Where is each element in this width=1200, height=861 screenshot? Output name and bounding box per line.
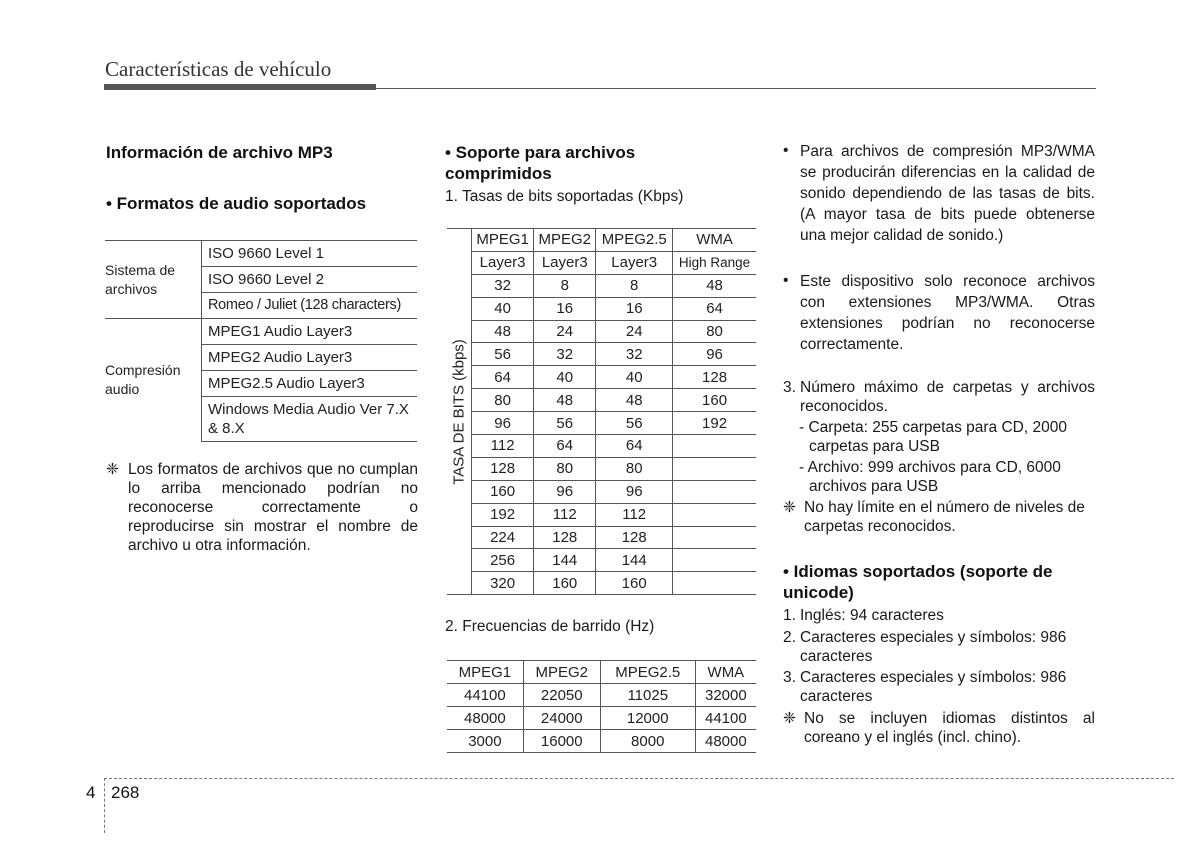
table-row [105,241,417,267]
folder-levels-note [783,498,1095,536]
note-text: No hay límite en el número de niveles de carpetas reconocidos. [804,499,1085,535]
note-symbol: ❈ [106,461,119,478]
table-cell [673,572,756,595]
table-row [447,297,756,320]
note-symbol: ❈ [783,710,796,727]
table-cell: 64 [673,297,756,320]
table-cell: Layer3 [534,251,596,274]
table-cell: 24 [534,320,596,343]
table-cell: 80 [472,389,534,412]
table-cell: 96 [596,480,673,503]
format-category: Compresión audio [105,319,202,442]
table-cell: MPEG1 [472,229,534,252]
table-cell: Layer3 [472,251,534,274]
table-cell: 32 [534,343,596,366]
format-value: MPEG1 Audio Layer3 [202,319,418,345]
table-cell: 32000 [695,684,756,707]
table-cell: 16 [596,297,673,320]
mp3-info-heading: Información de archivo MP3 [106,143,333,162]
table-cell: 160 [534,572,596,595]
languages-note [783,709,1095,747]
table-cell: 16000 [523,730,600,753]
table-cell: Layer3 [596,251,673,274]
table-cell: 64 [534,435,596,458]
format-value: Windows Media Audio Ver 7.X & 8.X [202,397,418,442]
table-cell: 22050 [523,684,600,707]
table-cell: MPEG1 [447,661,523,684]
table-cell: 80 [534,457,596,480]
item-text: Caracteres especiales y símbolos: 986 caracteres [800,669,1067,705]
table-cell: 128 [534,526,596,549]
table-cell: 112 [596,503,673,526]
item-text: Número máximo de carpetas y archivos reconocidos. [800,379,1095,415]
page-header-title: Características de vehículo [105,57,332,81]
table-cell: 224 [472,526,534,549]
format-category: Sistema de archivos [105,241,202,319]
table-cell: 3000 [447,730,523,753]
table-cell: 144 [534,549,596,572]
format-value: ISO 9660 Level 2 [202,267,418,293]
table-cell: 96 [534,480,596,503]
table-cell: 80 [596,457,673,480]
table-cell: 44100 [447,684,523,707]
file-limit: - Archivo: 999 archivos para CD, 6000 archivos para USB [799,459,1061,495]
table-cell: MPEG2 [523,661,600,684]
table-cell: 192 [673,412,756,435]
table-cell: 112 [472,435,534,458]
table-cell: 160 [596,572,673,595]
table-cell: WMA [695,661,756,684]
table-row [447,274,756,297]
table-cell: 40 [534,366,596,389]
table-cell: 144 [596,549,673,572]
table-cell: 320 [472,572,534,595]
table-row [447,251,756,274]
item-number: 1. [783,607,796,624]
table-cell: 192 [472,503,534,526]
table-row [447,684,756,707]
table-cell: 11025 [600,684,695,707]
bitrate-side-cell [447,229,472,595]
table-row [447,389,756,412]
table-row [447,503,756,526]
table-cell: 128 [673,366,756,389]
extensions-bullet [783,271,1095,355]
table-cell: 112 [534,503,596,526]
table-cell: 160 [673,389,756,412]
note-symbol: ❈ [783,499,796,516]
table-cell: 32 [596,343,673,366]
item-text: Caracteres especiales y símbolos: 986 caracteres [800,629,1067,665]
table-cell: 32 [472,274,534,297]
folder-limit: - Carpeta: 255 carpetas para CD, 2000 carpetas para USB [799,419,1067,455]
bullet-dot: • [783,272,789,289]
table-cell: 48000 [447,707,523,730]
frequency-caption: 2. Frecuencias de barrido (Hz) [445,618,655,635]
table-cell: 256 [472,549,534,572]
table-row [447,572,756,595]
frequency-table [447,660,756,753]
table-cell: 96 [673,343,756,366]
table-cell: 8000 [600,730,695,753]
table-row [447,457,756,480]
footer-rule [104,778,1174,779]
item-number: 2. [783,629,796,646]
bitrate-axis-label: TASA DE BITS (kbps) [450,338,468,485]
table-cell: 16 [534,297,596,320]
item-number: 3. [783,669,796,686]
table-row [447,320,756,343]
table-cell: 80 [673,320,756,343]
table-row [447,366,756,389]
table-row [447,661,756,684]
table-row [447,412,756,435]
table-cell: 12000 [600,707,695,730]
format-value: Romeo / Juliet (128 characters) [202,293,418,319]
table-cell: WMA [673,229,756,252]
table-cell: 48 [534,389,596,412]
table-cell [673,480,756,503]
table-row [447,730,756,753]
bitrate-caption: 1. Tasas de bits soportadas (Kbps) [445,188,684,205]
table-row [447,480,756,503]
table-cell: 48 [472,320,534,343]
table-cell: 64 [596,435,673,458]
format-value: ISO 9660 Level 1 [202,241,418,267]
table-cell: 64 [472,366,534,389]
table-cell: 56 [596,412,673,435]
table-cell: 48 [673,274,756,297]
format-value: MPEG2 Audio Layer3 [202,345,418,371]
table-row [447,229,756,252]
table-cell: MPEG2.5 [600,661,695,684]
formats-note-text: Los formatos de archivos que no cumplan lo arriba mencionado podrían no reconocerse correctamente o reproducirse sin mostrar el nombre de archivo u otra información. [128,461,418,554]
table-row [447,435,756,458]
table-cell [673,526,756,549]
bitrate-quality-bullet [783,141,1095,246]
chapter-number: 4 [86,783,96,802]
table-cell: 40 [596,366,673,389]
table-cell: 8 [596,274,673,297]
format-value: MPEG2.5 Audio Layer3 [202,371,418,397]
table-cell: High Range [673,251,756,274]
language-item [783,606,1095,626]
table-row [447,526,756,549]
languages-heading: • Idiomas soportados (soporte de unicode) [783,562,1053,602]
bitrate-table [447,228,756,595]
table-cell: 56 [534,412,596,435]
bullet-dot: • [783,142,789,159]
table-cell: MPEG2 [534,229,596,252]
header-rule [104,88,1096,89]
formats-note [106,460,418,555]
table-cell: 8 [534,274,596,297]
table-cell: 24000 [523,707,600,730]
table-row [447,343,756,366]
table-row [447,707,756,730]
format-table [105,240,417,442]
table-cell: 40 [472,297,534,320]
footer-side-rule [104,778,105,833]
table-cell: 160 [472,480,534,503]
note-text: No se incluyen idiomas distintos al coreano y el inglés (incl. chino). [804,710,1095,746]
table-cell [673,549,756,572]
header-rule-accent [104,84,376,90]
audio-formats-heading: • Formatos de audio soportados [106,194,367,213]
table-cell: 48000 [695,730,756,753]
table-cell [673,503,756,526]
language-item [783,628,1095,666]
table-cell: 24 [596,320,673,343]
page-number: 268 [111,783,140,802]
bullet-text: Este dispositivo solo reconoce archivos con extensiones MP3/WMA. Otras extensiones podrían no reconocerse correctamente. [800,273,1095,353]
table-cell: 96 [472,412,534,435]
language-item [783,668,1095,706]
item-text: Inglés: 94 caracteres [800,607,944,624]
item-number: 3. [783,379,796,396]
table-cell: 56 [472,343,534,366]
table-row [447,549,756,572]
max-folders-item [783,378,1095,416]
bullet-text: Para archivos de compresión MP3/WMA se producirán diferencias en la calidad de sonido dependiendo de las tasas de bits. (A mayor tasa de bits puede obtenerse una mejor calidad de sonido.) [800,143,1095,244]
table-cell: 128 [472,457,534,480]
table-cell: 48 [596,389,673,412]
table-cell [673,457,756,480]
table-cell: MPEG2.5 [596,229,673,252]
table-cell: 44100 [695,707,756,730]
table-row [105,319,417,345]
compressed-support-heading: • Soporte para archivos comprimidos [445,143,636,183]
table-cell: 128 [596,526,673,549]
table-cell [673,435,756,458]
